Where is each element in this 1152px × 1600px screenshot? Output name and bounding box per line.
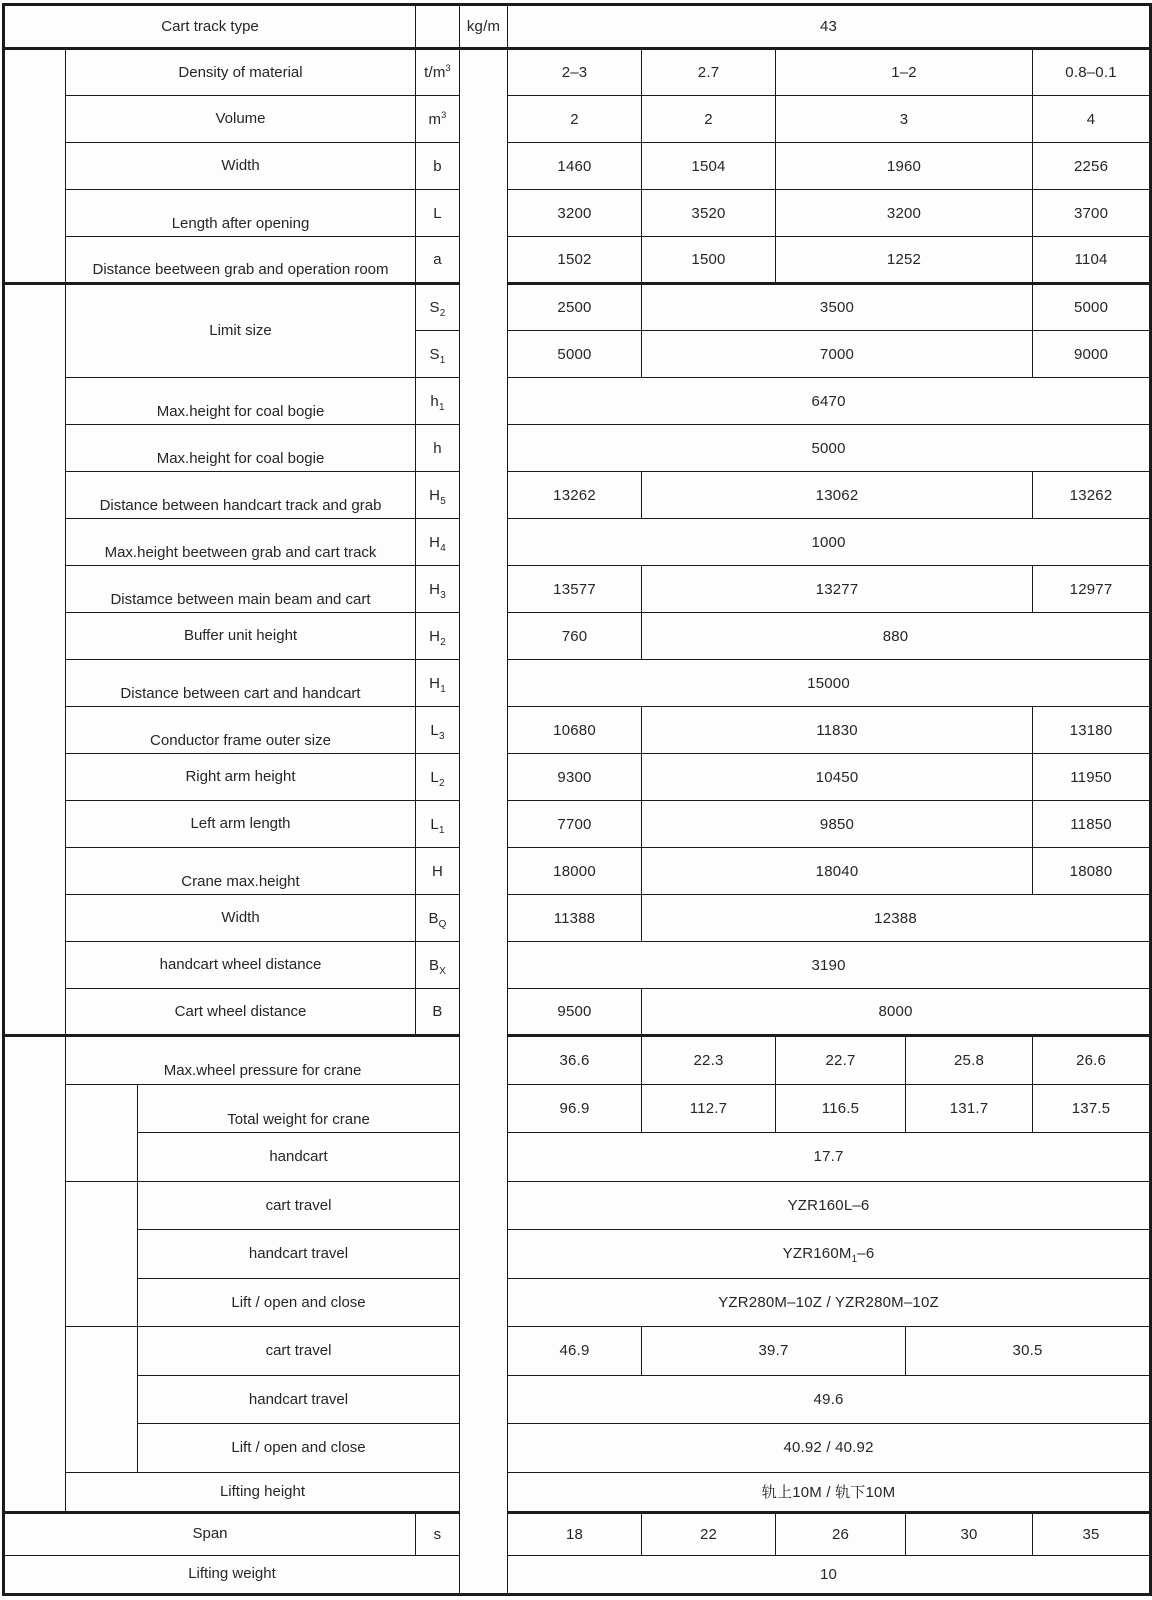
row-label: Width [66,143,416,190]
row-label: Cart wheel distance [66,989,416,1036]
row-label: Conductor frame outer size [66,707,416,754]
value-cell: YZR280M–10Z / YZR280M–10Z [508,1278,1151,1327]
value-cell: 3190 [508,942,1151,989]
row-label: handcart travel [138,1230,460,1279]
value-cell: 1–2 [776,49,1033,96]
table-row [4,425,1151,472]
value-cell: 22 [642,1512,776,1555]
value-cell: 35 [1033,1512,1151,1555]
symbol-cell: a [416,237,460,284]
table-row [4,5,1151,49]
value-cell: 13277 [642,566,1033,613]
value-cell: 18 [508,1512,642,1555]
table-row [4,237,1151,284]
row-label: Distance beetween grab and operation room [66,237,416,284]
row-label: Max.height for coal bogie [66,425,416,472]
symbol-cell: $B_X$ [416,942,460,989]
row-label: Volume [66,96,416,143]
value-cell: 131.7 [906,1084,1033,1133]
symbol-cell: B [416,989,460,1036]
spacer-cell [4,49,66,284]
value-cell: 12977 [1033,566,1151,613]
value-cell: 10450 [642,754,1033,801]
spacer-cell [4,1036,66,1513]
table-row [4,1036,1151,1085]
value-cell: 9850 [642,801,1033,848]
value-cell: 2 [508,96,642,143]
row-label: Max.height for coal bogie [66,378,416,425]
value-cell: 5000 [508,331,642,378]
value-cell: 1460 [508,143,642,190]
value-cell: 0.8–0.1 [1033,49,1151,96]
value-cell: 15000 [508,660,1151,707]
table-row [4,1375,1151,1424]
value-cell: 12388 [642,895,1151,942]
table-row [4,1327,1151,1376]
value-cell: 6470 [508,378,1151,425]
table-row [4,566,1151,613]
value-cell: 26 [776,1512,906,1555]
value-cell: 2.7 [642,49,776,96]
value-cell: 1960 [776,143,1033,190]
row-label: handcart wheel distance [66,942,416,989]
row-label: Lift / open and close [138,1424,460,1473]
row-label: Distance between cart and handcart [66,660,416,707]
symbol-cell: $L_2$ [416,754,460,801]
symbol-cell: $m^3$ [416,96,460,143]
row-label: Cart track type [4,5,416,49]
value-cell: 116.5 [776,1084,906,1133]
row-label: Distance between handcart track and grab [66,472,416,519]
spacer-cell [66,1181,138,1327]
table-row [4,1230,1151,1279]
table-row [4,660,1151,707]
value-cell: 18040 [642,848,1033,895]
value-cell: 30.5 [906,1327,1151,1376]
table-row [4,1424,1151,1473]
table-row [4,754,1151,801]
spec-table [2,3,1152,1596]
unit-cell: kg/m [460,5,508,49]
value-cell: 11850 [1033,801,1151,848]
value-cell: 10 [508,1555,1151,1594]
value-cell: 10680 [508,707,642,754]
row-label: cart travel [138,1181,460,1230]
value-cell: 13577 [508,566,642,613]
table-row [4,519,1151,566]
symbol-cell: $S_2$ [416,284,460,331]
value-cell: $YZR160M_1-6$ [508,1230,1151,1279]
symbol-cell: $H_5$ [416,472,460,519]
value-cell: 13262 [508,472,642,519]
value-cell: 5000 [1033,284,1151,331]
symbol-cell: $H_2$ [416,613,460,660]
value-cell: 2256 [1033,143,1151,190]
row-label: Density of material [66,49,416,96]
row-label: Right arm height [66,754,416,801]
value-cell: 13062 [642,472,1033,519]
value-cell: 96.9 [508,1084,642,1133]
table-row [4,1512,1151,1555]
value-cell: 25.8 [906,1036,1033,1085]
table-row [4,378,1151,425]
value-cell: 3200 [776,190,1033,237]
row-label: Lifting height [66,1472,460,1512]
table-row [4,1472,1151,1512]
symbol-cell: L [416,190,460,237]
table-row [4,1181,1151,1230]
value-cell: 18080 [1033,848,1151,895]
value-cell: 137.5 [1033,1084,1151,1133]
value-cell: 5000 [508,425,1151,472]
table-row [4,613,1151,660]
table-row [4,190,1151,237]
table-row [4,989,1151,1036]
value-cell: 39.7 [642,1327,906,1376]
value-cell: 2500 [508,284,642,331]
symbol-cell: $L_3$ [416,707,460,754]
value-cell: 26.6 [1033,1036,1151,1085]
table-row [4,1133,1151,1182]
value-cell: 22.7 [776,1036,906,1085]
row-label: Lift / open and close [138,1278,460,1327]
value-cell: 1500 [642,237,776,284]
table-row [4,1084,1151,1133]
value-cell: 112.7 [642,1084,776,1133]
row-label: Width [66,895,416,942]
gutter-cell [460,49,508,1595]
value-cell: 9300 [508,754,642,801]
value-cell: 8000 [642,989,1151,1036]
row-label: Lifting weight [4,1555,460,1594]
value-cell: YZR160L–6 [508,1181,1151,1230]
value-cell: 22.3 [642,1036,776,1085]
spacer-cell [66,1327,138,1473]
table-row [4,895,1151,942]
value-cell: 760 [508,613,642,660]
symbol-cell: $B_Q$ [416,895,460,942]
spacer-cell [66,1084,138,1181]
value-cell: 30 [906,1512,1033,1555]
row-label: Distamce between main beam and cart [66,566,416,613]
value-cell: 2–3 [508,49,642,96]
value-cell: 36.6 [508,1036,642,1085]
value-cell: 1000 [508,519,1151,566]
table-row [4,284,1151,331]
value-cell: 43 [508,5,1151,49]
row-label: handcart travel [138,1375,460,1424]
value-cell: 4 [1033,96,1151,143]
value-cell: 11950 [1033,754,1151,801]
value-cell: 1502 [508,237,642,284]
value-cell: 1104 [1033,237,1151,284]
value-cell: 轨上10M / 轨下10M [508,1472,1151,1512]
value-cell: 40.92 / 40.92 [508,1424,1151,1473]
row-label: Crane max.height [66,848,416,895]
symbol-cell: s [416,1512,460,1555]
value-cell: 11830 [642,707,1033,754]
table-row [4,96,1151,143]
value-cell: 3500 [642,284,1033,331]
value-cell: 880 [642,613,1151,660]
value-cell: 3 [776,96,1033,143]
value-cell: 9500 [508,989,642,1036]
spacer-cell [416,5,460,49]
table-row [4,1278,1151,1327]
row-label: Limit size [66,284,416,378]
symbol-cell: $t/m^3$ [416,49,460,96]
row-label: Span [4,1512,416,1555]
value-cell: 18000 [508,848,642,895]
symbol-cell: H [416,848,460,895]
symbol-cell: b [416,143,460,190]
symbol-cell: $S_1$ [416,331,460,378]
value-cell: 3520 [642,190,776,237]
value-cell: 13180 [1033,707,1151,754]
row-label: cart travel [138,1327,460,1376]
row-label: Max.wheel pressure for crane [66,1036,460,1085]
value-cell: 3700 [1033,190,1151,237]
row-label: Max.height beetween grab and cart track [66,519,416,566]
table-row [4,848,1151,895]
row-label: Total weight for crane [138,1084,460,1133]
symbol-cell: $h_1$ [416,378,460,425]
table-row [4,1555,1151,1594]
symbol-cell: $L_1$ [416,801,460,848]
row-label: Buffer unit height [66,613,416,660]
value-cell: 3200 [508,190,642,237]
symbol-cell: $H_3$ [416,566,460,613]
symbol-cell: h [416,425,460,472]
value-cell: 2 [642,96,776,143]
row-label: Length after opening [66,190,416,237]
table-row [4,942,1151,989]
value-cell: 7000 [642,331,1033,378]
value-cell: 1252 [776,237,1033,284]
value-cell: 13262 [1033,472,1151,519]
table-row [4,143,1151,190]
value-cell: 17.7 [508,1133,1151,1182]
table-row [4,49,1151,96]
row-label: handcart [138,1133,460,1182]
symbol-cell: $H_1$ [416,660,460,707]
spacer-cell [4,284,66,1036]
row-label: Left arm length [66,801,416,848]
value-cell: 46.9 [508,1327,642,1376]
table-row [4,801,1151,848]
value-cell: 1504 [642,143,776,190]
table-row [4,472,1151,519]
value-cell: 49.6 [508,1375,1151,1424]
value-cell: 11388 [508,895,642,942]
value-cell: 9000 [1033,331,1151,378]
table-row [4,707,1151,754]
symbol-cell: $H_4$ [416,519,460,566]
value-cell: 7700 [508,801,642,848]
